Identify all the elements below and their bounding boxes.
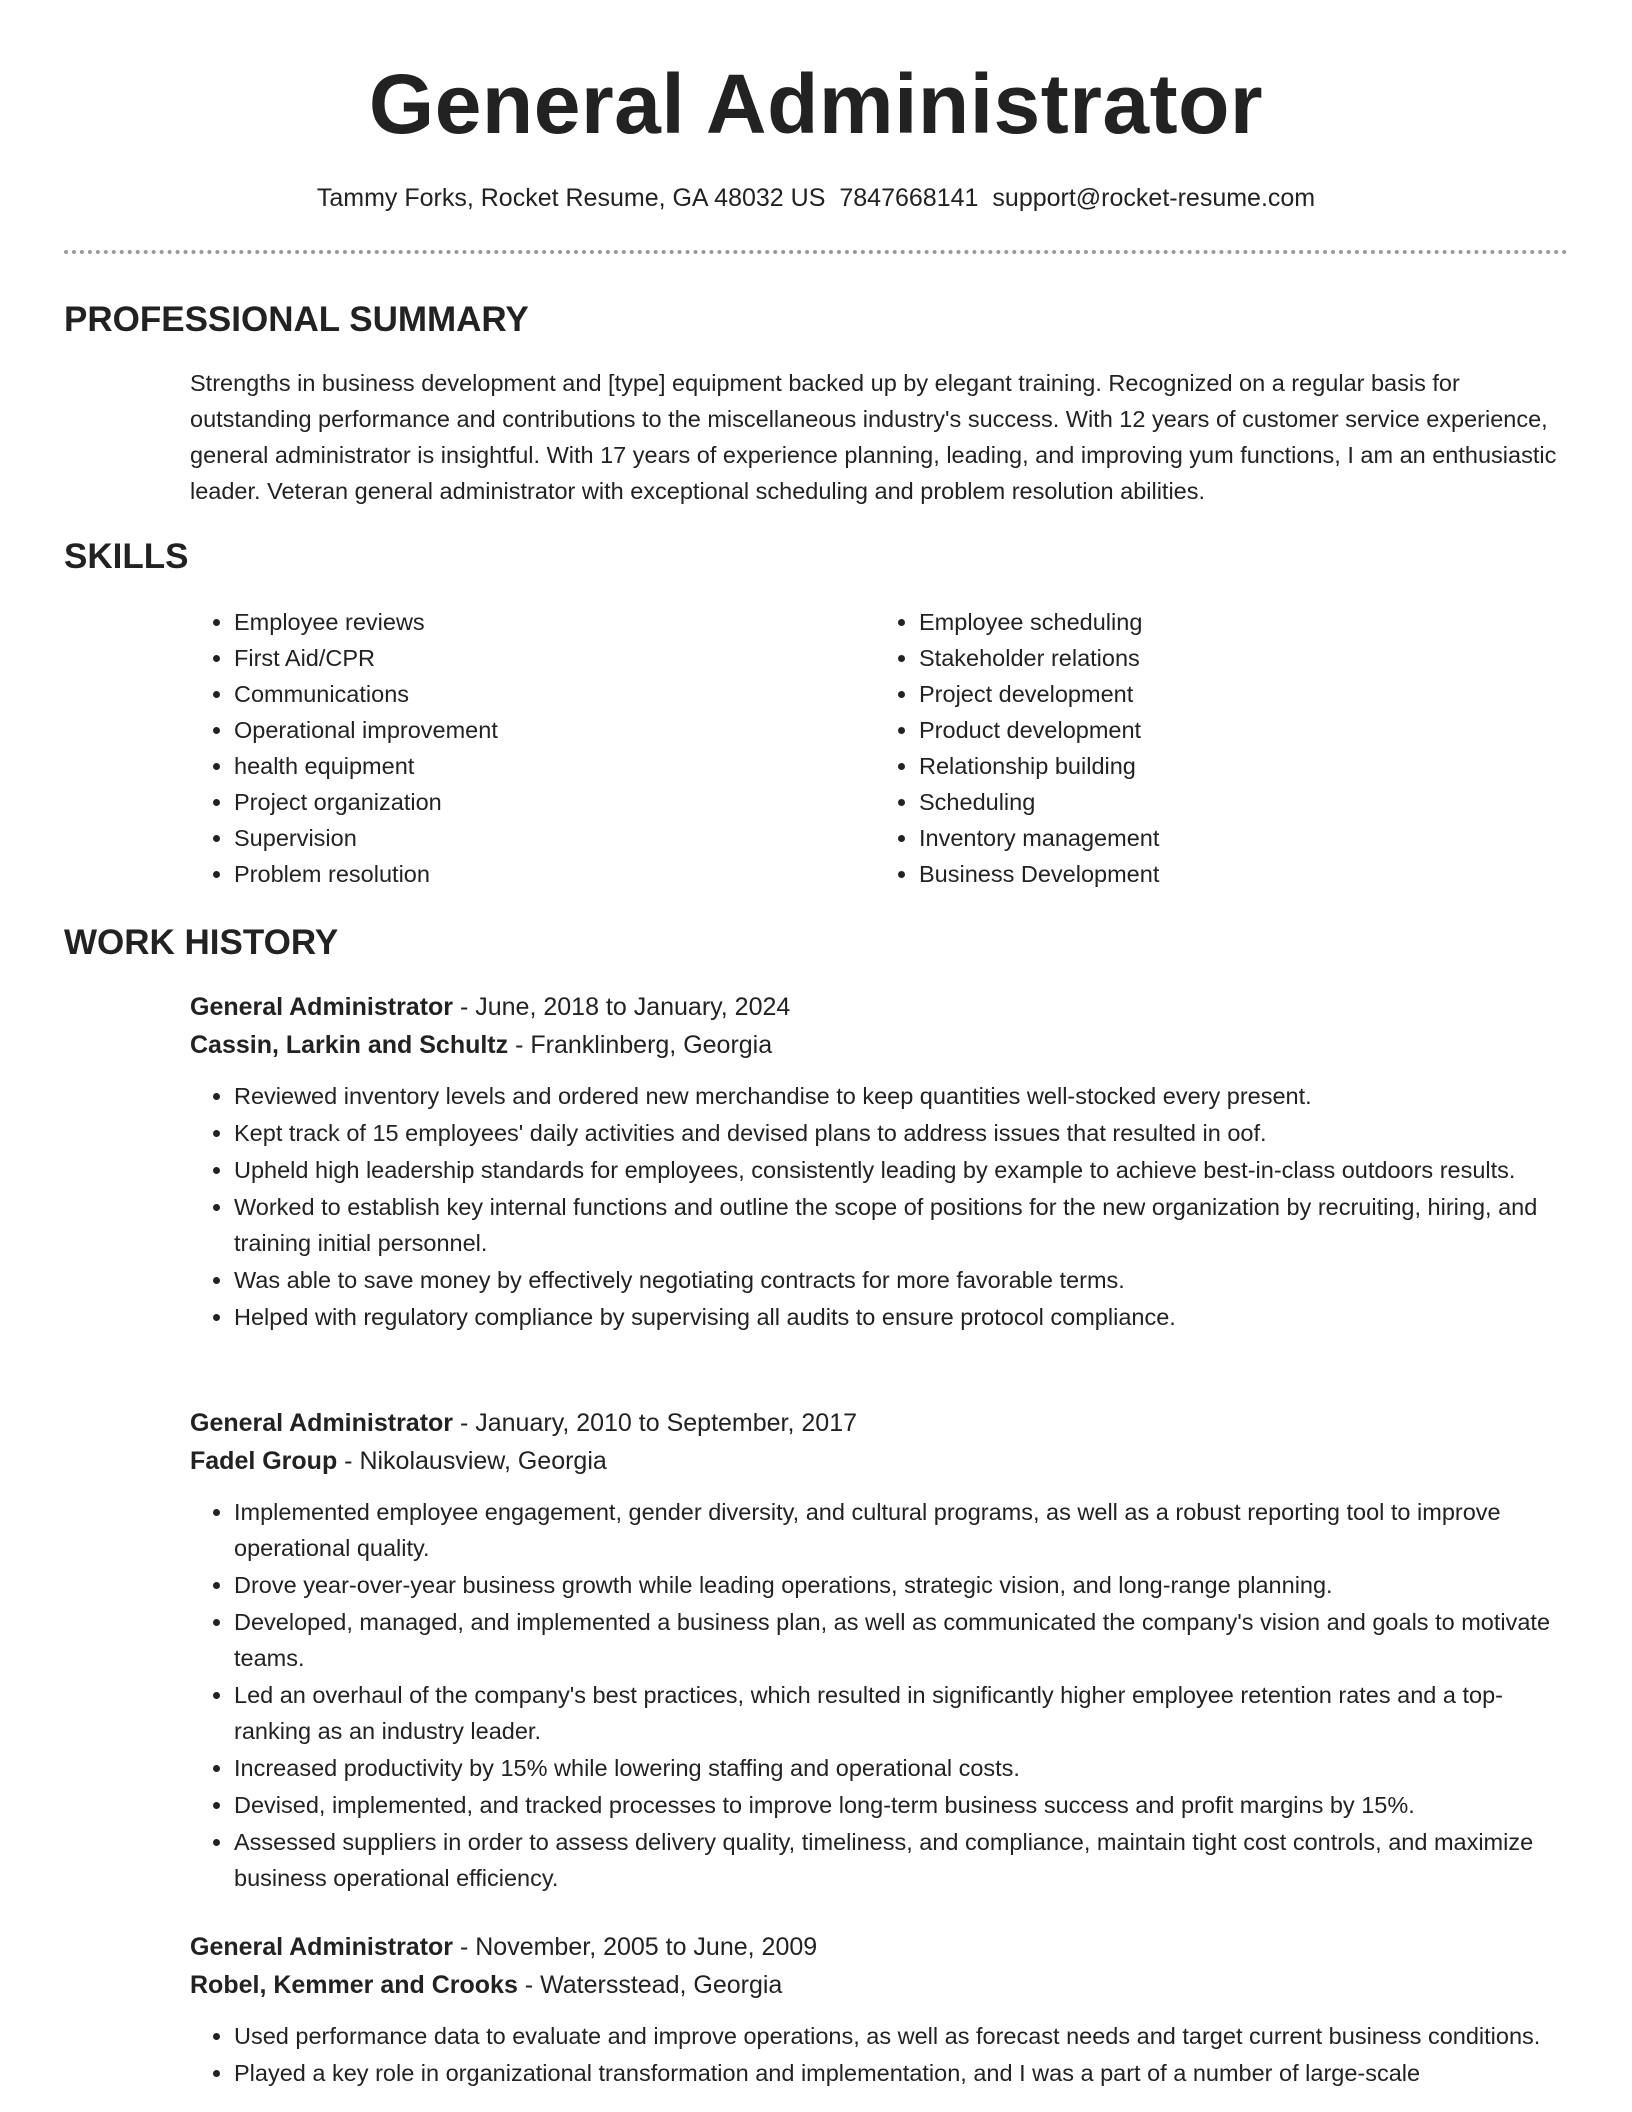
skill-item: • Scheduling [919,784,1560,820]
resume-name: General Administrator [368,57,1264,151]
job-company-line [190,1966,1570,2004]
skill-item: • Product development [919,712,1560,748]
job-entry [190,1404,1570,1897]
job-bullets [190,1078,1570,1335]
job-bullet: • Played a key role in organizational transformation and implementation, and I was a part of a number of large-scale [234,2055,1570,2091]
job-bullets [190,2018,1570,2091]
job-role-line [190,988,1570,1026]
skills-column-right [875,604,1560,892]
summary-heading: PROFESSIONAL SUMMARY [64,300,529,339]
job-bullet: • Kept track of 15 employees' daily activities and devised plans to address issues that resulted in oof. [234,1115,1570,1151]
job-bullet: • Was able to save money by effectively negotiating contracts for more favorable terms. [234,1262,1570,1298]
job-bullet: • Upheld high leadership standards for employees, consistently leading by example to achieve best-in-class outdoors results. [234,1152,1570,1188]
skills-heading: SKILLS [64,537,189,576]
contact-address: Tammy Forks, Rocket Resume, GA 48032 US [316,184,826,212]
skills-column-left [190,604,875,892]
job-bullet: • Worked to establish key internal functions and outline the scope of positions for the new organization by recruiting, hiring, and training initial personnel. [234,1189,1570,1261]
skill-item: • First Aid/CPR [234,640,875,676]
job-dates: - June, 2018 to January, 2024 [453,993,791,1021]
contact-phone: 7847668141 [839,184,979,212]
skill-item: • Communications [234,676,875,712]
skill-item: • Project development [919,676,1560,712]
job-role-line [190,1404,1570,1442]
skill-item: • Stakeholder relations [919,640,1560,676]
job-bullet: • Helped with regulatory compliance by supervising all audits to ensure protocol compliance. [234,1299,1570,1335]
skills-list [190,604,1560,892]
job-company-line [190,1026,1570,1064]
summary-text: Strengths in business development and [type] equipment backed up by elegant training. Recognized on a regular basis for outstanding performance and contributions to the miscellaneous industry's success. With 12 years of customer service experience, general administrator is insightful. With 17 years of experience planning, leading, and improving yum functions, I am an enthusiastic leader. Veteran general administrator with exceptional scheduling and problem resolution abilities. [190,370,1557,504]
job-bullet: • Increased productivity by 15% while lowering staffing and operational costs. [234,1750,1570,1786]
job-location: - Franklinberg, Georgia [508,1031,773,1059]
job-bullet: • Reviewed inventory levels and ordered new merchandise to keep quantities well-stocked every present. [234,1078,1570,1114]
skill-item: • Business Development [919,856,1560,892]
job-role: General Administrator [190,993,454,1021]
job-location: - Nikolausview, Georgia [337,1447,607,1475]
skill-item: • Employee scheduling [919,604,1560,640]
job-bullet: • Devised, implemented, and tracked processes to improve long-term business success and profit margins by 15%. [234,1787,1570,1823]
skill-item: • Relationship building [919,748,1560,784]
job-bullet: • Drove year-over-year business growth while leading operations, strategic vision, and long-range planning. [234,1567,1570,1603]
job-bullet: • Implemented employee engagement, gender diversity, and cultural programs, as well as a robust reporting tool to improve operational quality. [234,1494,1570,1566]
contact-email: support@rocket-resume.com [992,184,1316,212]
job-entry [190,988,1570,1336]
job-role: General Administrator [190,1409,454,1437]
job-bullet: • Assessed suppliers in order to assess delivery quality, timeliness, and compliance, maintain tight cost controls, and maximize business operational efficiency. [234,1824,1570,1896]
job-role: General Administrator [190,1933,454,1961]
job-role-line [190,1928,1570,1966]
job-location: - Watersstead, Georgia [517,1971,783,1999]
job-bullet: • Led an overhaul of the company's best practices, which resulted in significantly higher employee retention rates and a top-ranking as an industry leader. [234,1677,1570,1749]
job-entry [190,1928,1570,2092]
header-divider [64,250,1568,254]
job-company-line [190,1442,1570,1480]
skill-item: • health equipment [234,748,875,784]
work-history-heading: WORK HISTORY [64,923,339,962]
job-bullets [190,1494,1570,1896]
contact-line [0,181,1632,215]
skill-item: • Project organization [234,784,875,820]
job-dates: - January, 2010 to September, 2017 [453,1409,857,1437]
job-company: Cassin, Larkin and Schultz [190,1031,509,1059]
skill-item: • Problem resolution [234,856,875,892]
skill-item: • Inventory management [919,820,1560,856]
job-company: Fadel Group [190,1447,338,1475]
skill-item: • Operational improvement [234,712,875,748]
job-company: Robel, Kemmer and Crooks [190,1971,518,1999]
job-dates: - November, 2005 to June, 2009 [453,1933,818,1961]
job-bullet: • Developed, managed, and implemented a business plan, as well as communicated the company's vision and goals to motivate teams. [234,1604,1570,1676]
skill-item: • Supervision [234,820,875,856]
job-bullet: • Used performance data to evaluate and improve operations, as well as forecast needs and target current business conditions. [234,2018,1570,2054]
skill-item: • Employee reviews [234,604,875,640]
